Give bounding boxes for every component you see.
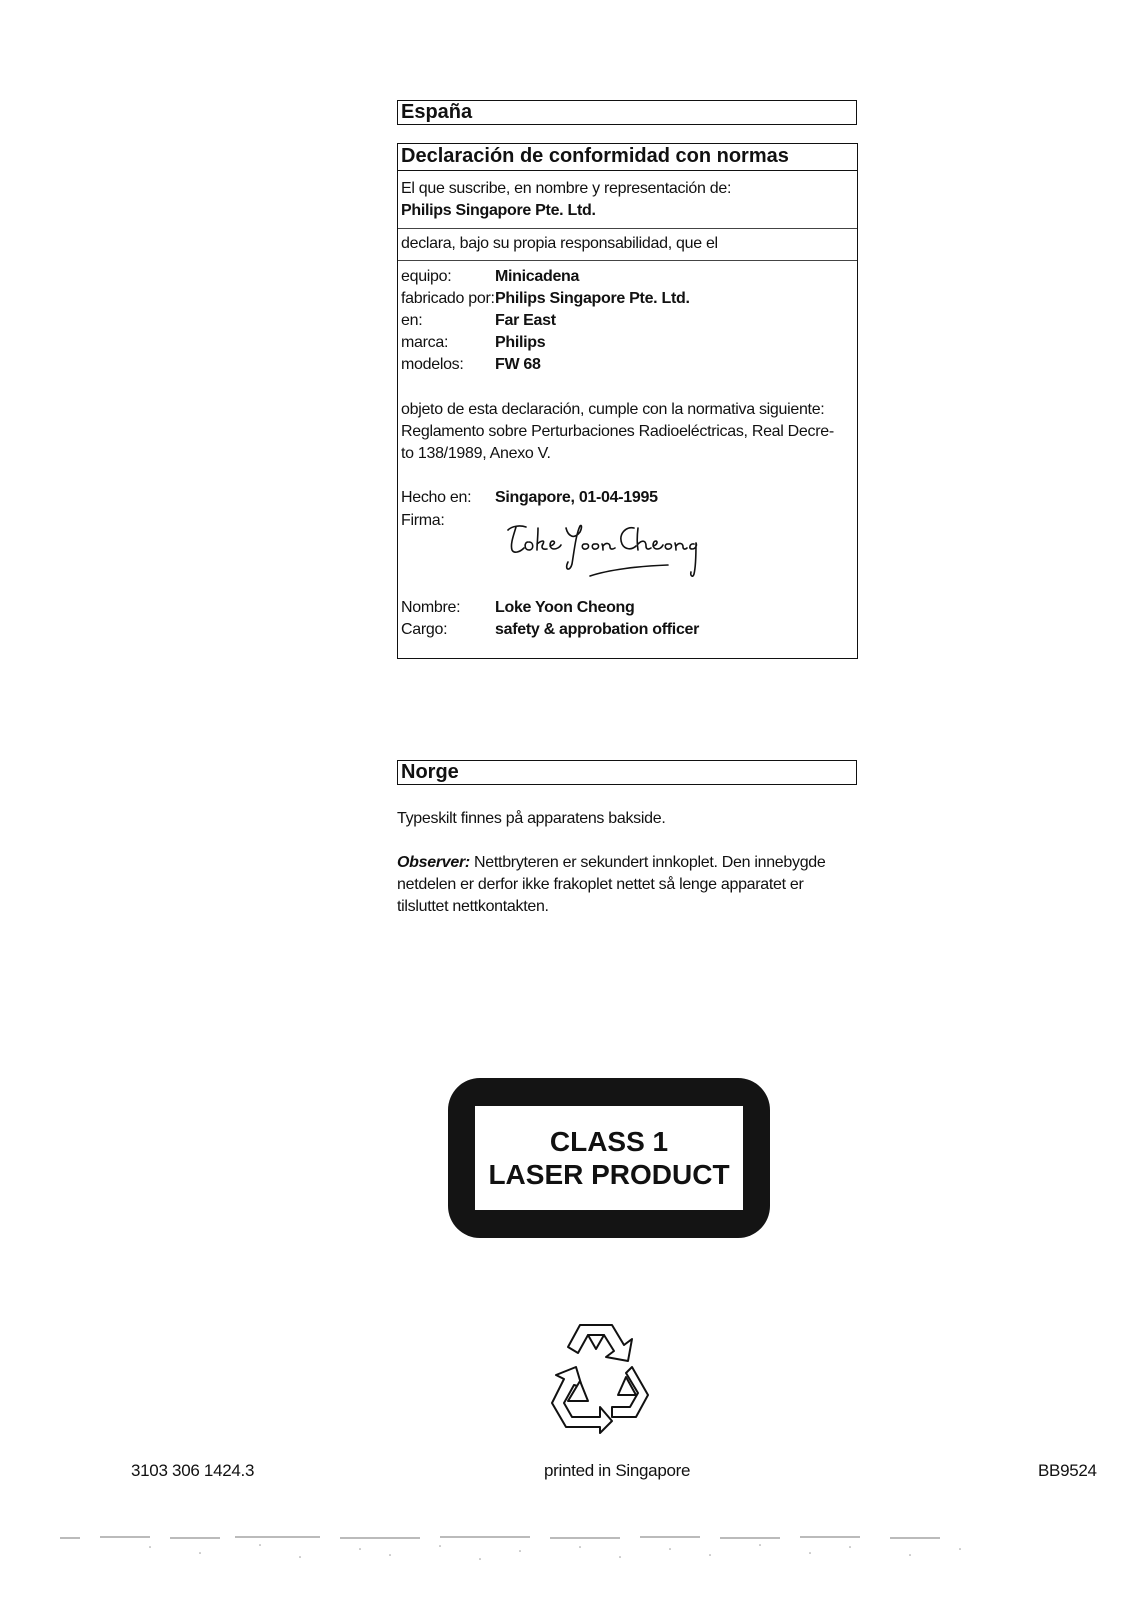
observer-line-3: tilsluttet nettkontakten. [397,898,549,915]
laser-label-panel [475,1106,743,1210]
norge-header-text: Norge [401,761,459,783]
field-value: FW 68 [495,356,541,373]
name-label: Nombre: [401,599,461,616]
intro-company: Philips Singapore Pte. Ltd. [401,202,596,219]
field-value: Philips Singapore Pte. Ltd. [495,290,690,307]
observer-line-2: netdelen er derfor ikke frakoplet nettet så lenge apparatet er [397,876,804,893]
laser-product-text: LASER PRODUCT [488,1159,730,1190]
divider-2 [398,260,857,261]
signature-image [498,514,713,580]
document-code: BB9524 [1038,1461,1097,1480]
position-label: Cargo: [401,621,448,638]
divider-1 [398,228,857,229]
object-line-3: to 138/1989, Anexo V. [401,445,551,462]
made-in-value: Singapore, 01-04-1995 [495,489,658,506]
espana-header-text: España [401,101,473,123]
observer-label: Observer: [397,854,470,871]
part-number: 3103 306 1424.3 [131,1461,255,1480]
scan-noise [60,1535,1020,1565]
signature-label: Firma: [401,512,445,529]
printed-in: printed in Singapore [544,1461,691,1480]
field-value: Far East [495,312,556,329]
field-label: equipo: [401,268,452,285]
field-label: fabricado por: [401,290,495,307]
field-label: modelos: [401,356,464,373]
field-value: Minicadena [495,268,580,285]
intro-line: El que suscribe, en nombre y representación de: [401,180,732,197]
espana-header [397,100,857,125]
laser-class-text: CLASS 1 [549,1126,669,1157]
norge-header [397,760,857,785]
laser-warning-label [448,1078,770,1238]
observer-line-1: Nettbryteren er sekundert innkoplet. Den innebygde [469,854,826,871]
recycle-icon [540,1315,660,1435]
made-in-label: Hecho en: [401,489,472,506]
norge-observer-paragraph [397,852,826,874]
object-line-2: Reglamento sobre Perturbaciones Radioeléctricas, Real Decre- [401,423,834,440]
declaration-title: Declaración de conformidad con normas [398,144,857,171]
field-label: en: [401,312,423,329]
norge-line-1: Typeskilt finnes på apparatens bakside. [397,810,666,827]
field-label: marca: [401,334,449,351]
name-value: Loke Yoon Cheong [495,599,635,616]
position-value: safety & approbation officer [495,621,700,638]
declaration-box [397,143,858,659]
declares-line: declara, bajo su propia responsabilidad, que el [401,235,718,252]
object-line-1: objeto de esta declaración, cumple con la normativa siguiente: [401,401,825,418]
field-value: Philips [495,334,546,351]
